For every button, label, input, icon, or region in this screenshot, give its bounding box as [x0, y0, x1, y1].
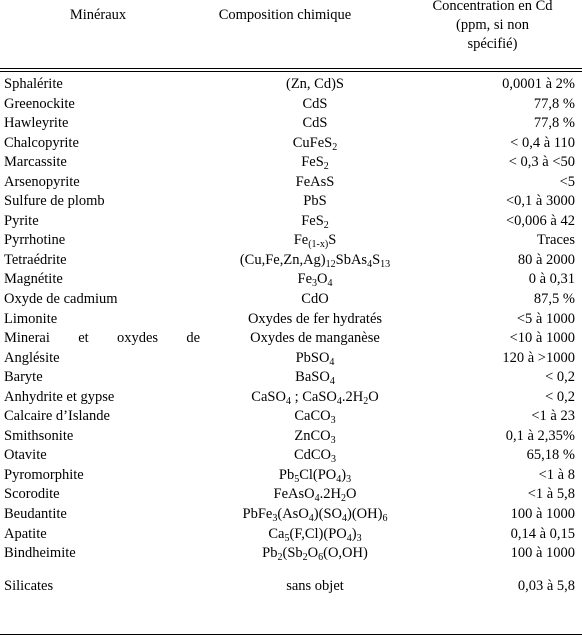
formula-text: (Cu,Fe,Zn,Ag) — [239, 251, 326, 268]
formula-text: ; CaSO — [290, 388, 337, 405]
formula-subscript: 6 — [318, 552, 324, 564]
mineral-name: Sulfure de plomb — [4, 193, 105, 210]
mineral-name: Tetraédrite — [4, 251, 67, 268]
table-row — [0, 114, 582, 134]
cd-concentration: <1 à 23 — [531, 408, 575, 425]
formula-subscript: 3 — [356, 532, 362, 544]
table-row — [0, 446, 582, 466]
formula-subscript: 4 — [346, 532, 352, 544]
formula-text: .2H — [319, 486, 341, 503]
formula-subscript: 2 — [363, 395, 369, 407]
formula-text: FeAsS — [295, 173, 335, 190]
table-row — [0, 485, 582, 505]
table-row — [0, 466, 582, 486]
table-row — [0, 329, 582, 349]
formula-subscript: 4 — [329, 376, 335, 388]
formula-text: Pb — [278, 466, 295, 483]
mineral-name: Calcaire d’Islande — [4, 408, 110, 425]
formula-subscript: 5 — [284, 532, 290, 544]
mineral-name: Pyrite — [4, 212, 39, 229]
formula-subscript: 3 — [330, 434, 336, 446]
table-row — [0, 544, 582, 564]
formula-text: (AsO — [277, 506, 309, 523]
header-concentration-line3: spécifié) — [467, 36, 518, 52]
mineral-name-word: oxydes — [116, 330, 159, 347]
row-spacer — [0, 564, 582, 577]
table-row — [0, 349, 582, 369]
formula-text: CdCO — [293, 447, 332, 464]
formula-text: S — [372, 251, 381, 268]
formula-subscript: 2 — [340, 493, 346, 505]
formula-text: S — [328, 232, 337, 249]
cd-concentration: <10 à 1000 — [509, 330, 575, 347]
formula-text: CuFeS — [292, 134, 333, 151]
mineral-name: Silicates — [4, 577, 54, 594]
formula-subscript: 2 — [323, 219, 329, 231]
header-rule-top — [0, 68, 582, 69]
table-header — [0, 0, 582, 70]
formula-text: Oxydes de fer hydratés — [247, 310, 383, 327]
cd-concentration: Traces — [536, 232, 575, 249]
cd-concentration: <1 à 8 — [538, 466, 575, 483]
cd-concentration: <5 — [559, 173, 575, 190]
formula-text: Pb — [262, 545, 278, 562]
formula-subscript: 4 — [308, 513, 314, 525]
formula-subscript: 3 — [331, 454, 337, 466]
table-row — [0, 251, 582, 271]
formula-text: (F,Cl)(PO — [289, 525, 347, 542]
formula-subscript: 4 — [314, 493, 320, 505]
mineral-name: Sphalérite — [4, 76, 63, 92]
formula-text: sans objet — [286, 577, 344, 594]
formula-subscript: 5 — [294, 473, 300, 485]
cd-concentration: 100 à 1000 — [510, 545, 575, 562]
formula-text: BaSO — [295, 369, 330, 386]
header-rule-bottom — [0, 71, 582, 72]
table-row — [0, 427, 582, 447]
formula-text: FeAsO — [273, 486, 315, 503]
mineral-name: Anhydrite et gypse — [4, 388, 115, 405]
mineral-name: Apatite — [4, 525, 47, 542]
cd-concentration: 87,5 % — [533, 291, 575, 308]
formula-text: PbFe — [242, 506, 273, 523]
cd-concentration: 65,18 % — [526, 447, 575, 464]
cd-concentration: < 0,4 à 110 — [510, 134, 575, 151]
formula-text: .2H — [341, 388, 364, 405]
cd-concentration: <1 à 5,8 — [527, 486, 575, 503]
formula-text: CdO — [301, 291, 329, 308]
mineral-name: Chalcopyrite — [4, 134, 79, 151]
mineral-name: Magnétite — [4, 271, 63, 288]
formula-text: Fe — [297, 271, 312, 288]
formula-subscript: 4 — [336, 395, 342, 407]
cd-concentration: 77,8 % — [533, 95, 575, 112]
formula-text: CaCO — [294, 408, 331, 425]
formula-text: O — [368, 388, 379, 405]
formula-subscript: 3 — [346, 473, 352, 485]
formula-subscript: 2 — [332, 141, 338, 153]
table-row — [0, 407, 582, 427]
mineral-name: Baryte — [4, 369, 43, 386]
table-row — [0, 525, 582, 545]
table-row — [0, 231, 582, 251]
mineral-name: Bindheimite — [4, 545, 76, 562]
mineral-name: Beudantite — [4, 506, 67, 523]
mineral-name: Smithsonite — [4, 427, 74, 444]
table-row — [0, 153, 582, 173]
cd-concentration: <0,1 à 3000 — [506, 193, 575, 210]
mineral-name: Otavite — [4, 447, 47, 464]
cd-concentration: 120 à >1000 — [502, 349, 575, 366]
mineral-name-word: de — [186, 330, 200, 347]
formula-subscript: 4 — [342, 513, 347, 525]
formula-text: CdS — [302, 115, 328, 132]
formula-text: Cl(PO — [299, 466, 337, 483]
table-row — [0, 270, 582, 290]
formula-subscript: 4 — [367, 258, 373, 270]
table-row — [0, 134, 582, 154]
table-row — [0, 290, 582, 310]
formula-subscript: 2 — [323, 161, 329, 173]
table-row — [0, 388, 582, 408]
header-concentration — [405, 0, 580, 54]
cd-concentration: 80 à 2000 — [517, 251, 575, 268]
formula-text: Fe — [293, 232, 309, 249]
header-concentration-line2: (ppm, si non — [456, 17, 529, 33]
table-row — [0, 310, 582, 330]
formula-text: O — [307, 545, 319, 562]
mineral-name: Hawleyrite — [4, 115, 69, 132]
mineral-name-word: Minerai — [4, 330, 50, 347]
formula-text: PbS — [303, 193, 327, 210]
formula-subscript: (1-x) — [308, 239, 329, 251]
formula-text: ) — [341, 466, 347, 483]
mineral-name-word: et — [78, 330, 89, 347]
formula-text: (Zn, Cd)S — [286, 76, 344, 92]
cd-concentration: 100 à 1000 — [510, 506, 575, 523]
table-row — [0, 505, 582, 525]
formula-subscript: 12 — [325, 258, 336, 270]
formula-subscript: 3 — [272, 513, 278, 525]
table-row-silicates — [0, 577, 582, 597]
formula-text: SbAs — [335, 251, 368, 268]
mineral-name: Pyrrhotine — [4, 232, 66, 249]
cd-concentration: 0,1 à 2,35% — [505, 427, 575, 444]
formula-text: PbSO — [295, 349, 330, 366]
table-row — [0, 95, 582, 115]
table-body — [0, 75, 582, 596]
formula-text: CaSO — [251, 388, 286, 405]
mineral-name: Greenockite — [4, 95, 75, 112]
formula-subscript: 4 — [329, 356, 335, 368]
formula-text: FeS — [301, 154, 324, 171]
formula-subscript: 3 — [312, 278, 317, 290]
mineral-name: Limonite — [4, 310, 58, 327]
table-bottom-rule — [0, 634, 582, 635]
cd-concentration: < 0,3 à <50 — [508, 154, 575, 171]
formula-text: ZnCO — [294, 427, 331, 444]
cd-concentration: 77,8 % — [533, 115, 575, 132]
table-row — [0, 368, 582, 388]
formula-subscript: 4 — [336, 473, 342, 485]
formula-text: Oxydes de manganèse — [250, 330, 380, 347]
formula-subscript: 2 — [277, 552, 283, 564]
mineral-name: Scorodite — [4, 486, 60, 503]
cd-concentration: 0,0001 à 2% — [502, 76, 575, 92]
header-concentration-line1: Concentration en Cd — [432, 0, 553, 14]
formula-text: )(SO — [313, 506, 342, 523]
table-row — [0, 173, 582, 193]
formula-text: O — [345, 486, 357, 503]
mineral-name — [4, 329, 200, 349]
cd-concentration: 0,03 à 5,8 — [517, 577, 575, 594]
formula-text: O — [317, 271, 328, 288]
mineral-name: Marcassite — [4, 154, 67, 171]
formula-subscript: 3 — [330, 415, 336, 427]
formula-subscript: 4 — [327, 278, 333, 290]
formula-text: Ca — [268, 525, 285, 542]
formula-text: ) — [351, 525, 357, 542]
formula-text: (Sb — [282, 545, 303, 562]
table-row — [0, 192, 582, 212]
formula-text: FeS — [301, 212, 324, 229]
cd-concentration: < 0,2 — [545, 369, 575, 386]
table-row — [0, 212, 582, 232]
formula-subscript: 13 — [380, 258, 391, 270]
formula-text: )(OH) — [347, 506, 383, 523]
cd-concentration: 0,14 à 0,15 — [510, 525, 575, 542]
formula-text: CdS — [302, 95, 328, 112]
header-composition: Composition chimique — [218, 7, 352, 23]
mineral-name: Anglésite — [4, 349, 60, 366]
cd-concentration: < 0,2 — [545, 388, 575, 405]
mineral-name: Pyromorphite — [4, 466, 84, 483]
table-row — [0, 75, 582, 95]
formula-subscript: 2 — [302, 552, 308, 564]
formula-subscript: 6 — [382, 513, 388, 525]
formula-subscript: 4 — [285, 395, 291, 407]
cd-concentration: <0,006 à 42 — [506, 212, 575, 229]
mineral-name: Oxyde de cadmium — [4, 291, 118, 308]
mineral-name: Arsenopyrite — [4, 173, 80, 190]
formula-text: (O,OH) — [323, 545, 368, 562]
cd-concentration: 0 à 0,31 — [528, 271, 575, 288]
header-mineraux: Minéraux — [69, 7, 127, 23]
cd-concentration: <5 à 1000 — [516, 310, 575, 327]
